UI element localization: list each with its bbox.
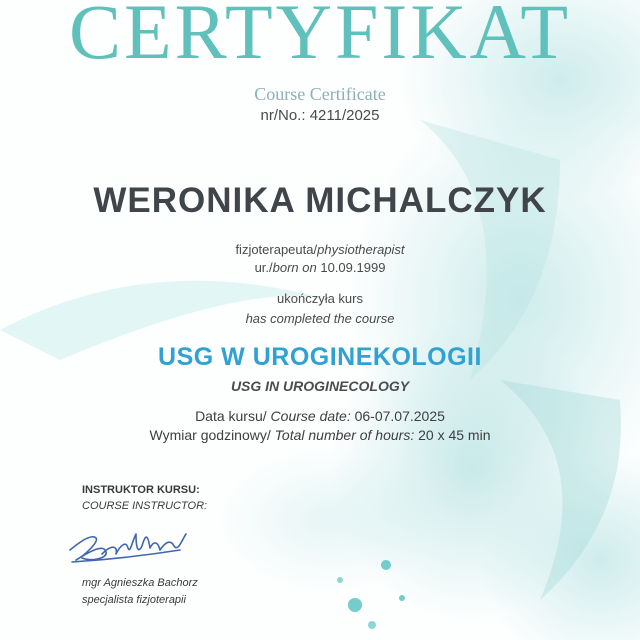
course-date-label-pl: Data kursu/ <box>195 408 267 424</box>
certificate-number-label: nr/No.: <box>260 107 306 124</box>
recipient-name: WERONIKA MICHALCZYK <box>93 181 547 220</box>
course-subtitle: USG IN UROGINECOLOGY <box>230 378 410 394</box>
recipient-profession <box>0 241 640 259</box>
completed-en: has completed the course <box>245 311 395 326</box>
profession-en: physiotherapist <box>317 242 405 257</box>
course-date-label-en: Course date: <box>270 408 351 424</box>
recipient-birth <box>0 259 640 277</box>
born-en: born on <box>272 260 317 275</box>
course-date <box>0 407 640 426</box>
course-date-value: 06-07.07.2025 <box>354 408 445 424</box>
born-pl: ur./ <box>254 260 273 275</box>
instructor-label-en: COURSE INSTRUCTOR: <box>82 500 208 512</box>
instructor-name: mgr Agnieszka Bachorz <box>82 577 198 589</box>
course-hours-label-pl: Wymiar godzinowy/ <box>149 427 271 443</box>
born-date: 10.09.1999 <box>320 260 386 275</box>
certificate-title: CERTYFIKAT <box>69 0 571 75</box>
certificate-number <box>0 107 640 124</box>
completed-pl: ukończyła kurs <box>277 291 363 306</box>
course-hours-label-en: Total number of hours: <box>274 427 415 443</box>
instructor-details <box>82 575 198 609</box>
instructor-signature <box>62 520 202 568</box>
instructor-role: specjalista fizjoterapii <box>82 594 186 606</box>
course-title: USG W UROGINEKOLOGII <box>158 343 482 371</box>
course-hours <box>0 426 640 445</box>
instructor-label: INSTRUKTOR KURSU: <box>82 484 200 496</box>
course-hours-value: 20 x 45 min <box>418 427 491 443</box>
profession-pl: fizjoterapeuta/ <box>235 242 318 257</box>
certificate-number-value: 4211/2025 <box>309 107 380 124</box>
certificate-subtitle: Course Certificate <box>254 84 386 104</box>
